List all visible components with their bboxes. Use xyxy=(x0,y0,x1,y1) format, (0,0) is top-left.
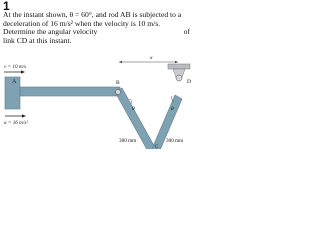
acceleration-arrow xyxy=(5,114,26,117)
problem-line-3-trailing-word: of xyxy=(183,27,190,37)
problem-line-1: At the instant shown, θ = 60°, and rod AB is subjected to a xyxy=(3,10,182,19)
mechanism-figure xyxy=(0,52,200,149)
acceleration-label: a = 16 m/s² xyxy=(4,120,28,126)
point-b-label: B xyxy=(116,80,120,86)
pin-d xyxy=(176,75,182,81)
dimension-right-label: 300 mm xyxy=(166,138,184,144)
point-a-label: A xyxy=(12,79,17,85)
angle-left-label: θ xyxy=(132,106,135,112)
problem-line-4: link CD at this instant. xyxy=(3,35,72,45)
dimension-left-label: 300 mm xyxy=(119,138,137,144)
problem-number: 1 xyxy=(3,0,10,13)
pin-b xyxy=(116,90,121,95)
problem-line-3-text: Determine the angular velocity xyxy=(3,27,98,37)
velocity-arrow xyxy=(4,70,25,73)
distance-x-dimension xyxy=(119,61,178,63)
ground-support xyxy=(168,64,190,69)
problem-statement xyxy=(3,11,195,45)
point-c-label: C xyxy=(155,145,159,149)
velocity-label: v = 10 m/s xyxy=(4,64,27,70)
rod-ab xyxy=(20,87,120,96)
problem-line-2: deceleration of 16 m/s² when the velocity is 10 m/s. xyxy=(3,18,161,28)
angle-right-label: θ xyxy=(171,106,174,112)
distance-x-label: x xyxy=(150,55,153,61)
point-d-label: D xyxy=(187,79,191,85)
